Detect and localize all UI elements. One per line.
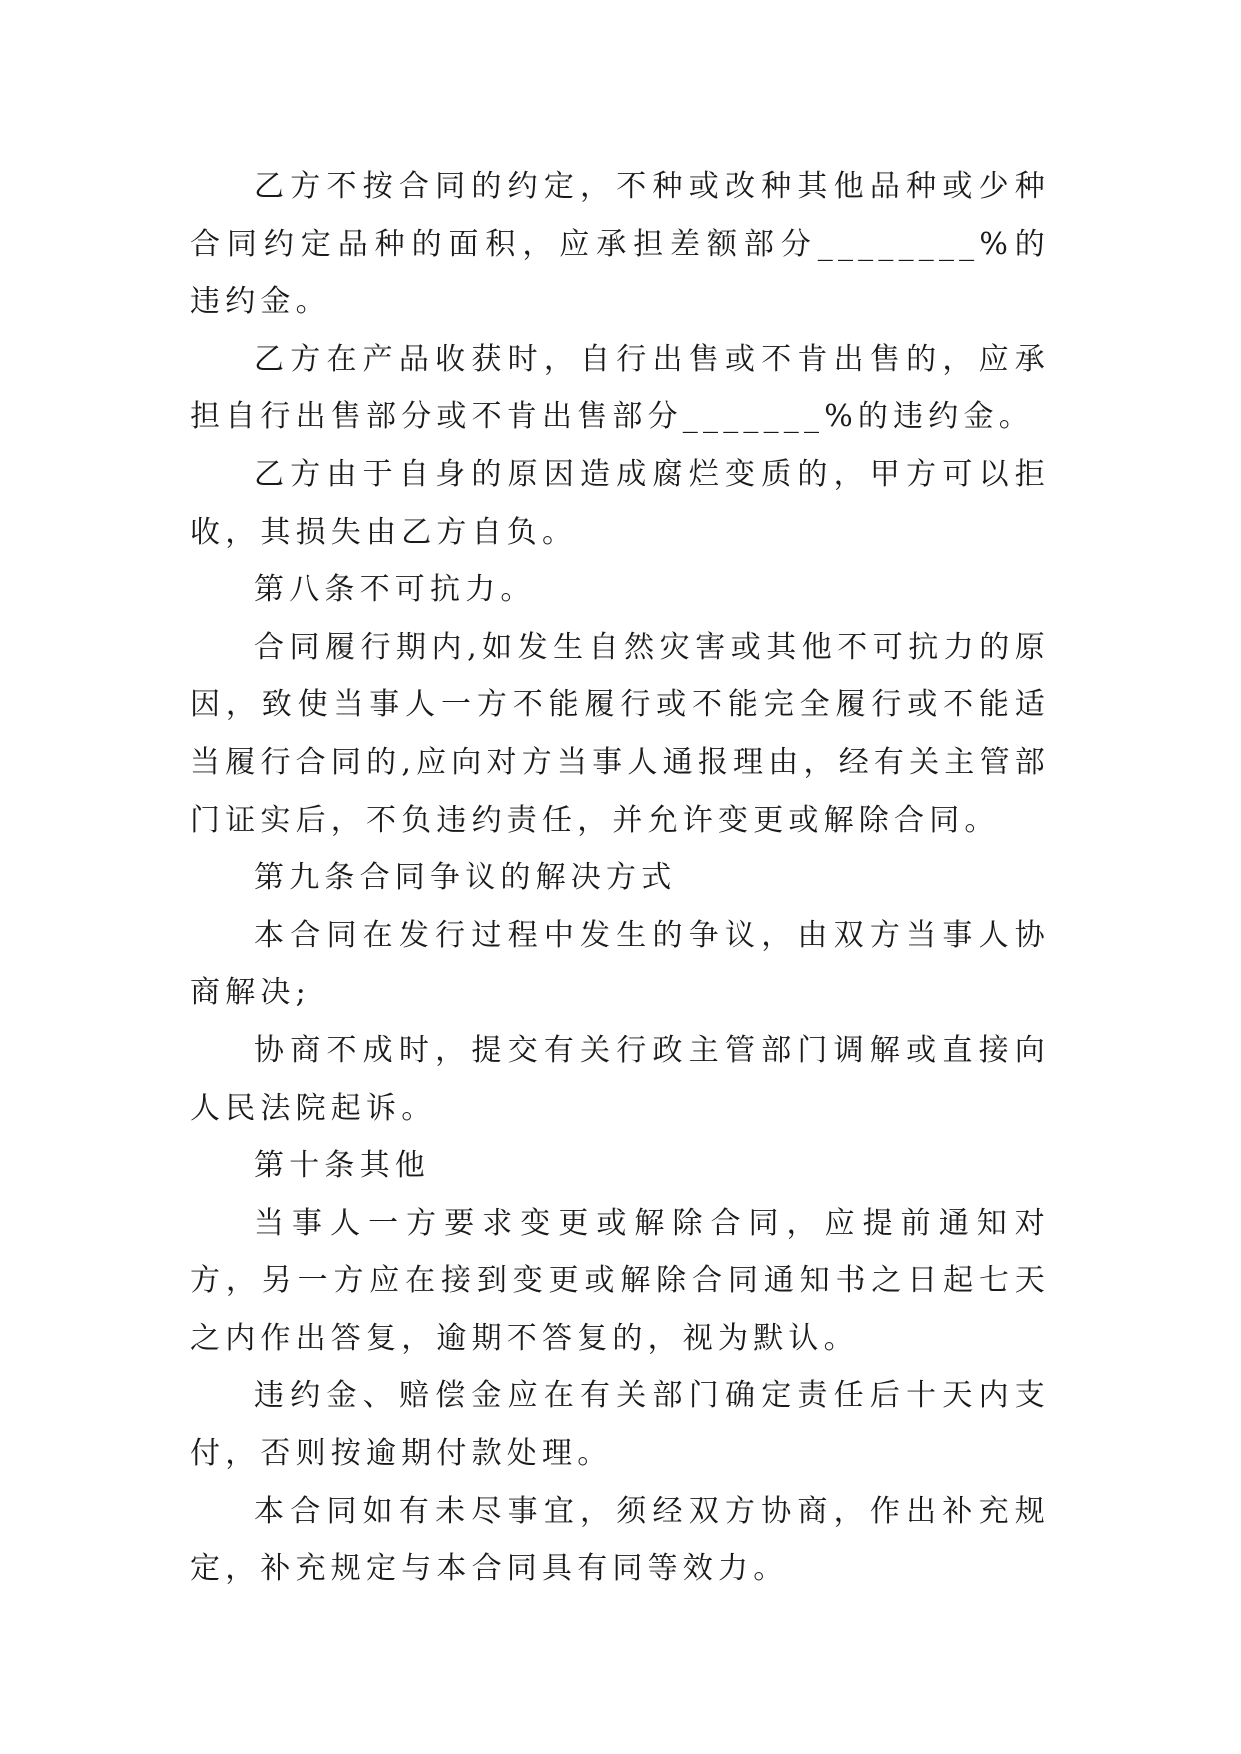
heading-article-9: 第九条合同争议的解决方式 <box>254 860 677 896</box>
paragraph-penalty-selling: 乙方在产品收获时，自行出售或不肯出售的，应承担自行出售部分或不肯出售部分_______%的违约金。 <box>190 341 1050 435</box>
document-body <box>190 158 1050 1598</box>
paragraph-spoilage: 乙方由于自身的原因造成腐烂变质的，甲方可以拒收，其损失由乙方自负。 <box>190 456 1050 550</box>
paragraph-dispute-negotiation: 本合同在发行过程中发生的争议，由双方当事人协商解决; <box>190 917 1050 1011</box>
paragraph-supplementary: 本合同如有未尽事宜，须经双方协商，作出补充规定，补充规定与本合同具有同等效力。 <box>190 1493 1050 1587</box>
paragraph-dispute-court: 协商不成时，提交有关行政主管部门调解或直接向人民法院起诉。 <box>190 1032 1050 1126</box>
paragraph-payment-deadline: 违约金、赔偿金应在有关部门确定责任后十天内支付，否则按逾期付款处理。 <box>190 1378 1050 1472</box>
heading-article-10: 第十条其他 <box>254 1148 430 1184</box>
heading-article-8: 第八条不可抗力。 <box>254 572 536 608</box>
paragraph-force-majeure: 合同履行期内,如发生自然灾害或其他不可抗力的原因，致使当事人一方不能履行或不能完全履行或不能适当履行合同的,应向对方当事人通报理由，经有关主管部门证实后，不负违约责任，并允许变更或解除合同。 <box>190 629 1050 838</box>
paragraph-contract-change: 当事人一方要求变更或解除合同，应提前通知对方，另一方应在接到变更或解除合同通知书之日起七天之内作出答复，逾期不答复的，视为默认。 <box>190 1205 1050 1356</box>
paragraph-penalty-planting: 乙方不按合同的约定，不种或改种其他品种或少种合同约定品种的面积，应承担差额部分________%的违约金。 <box>190 169 1050 320</box>
